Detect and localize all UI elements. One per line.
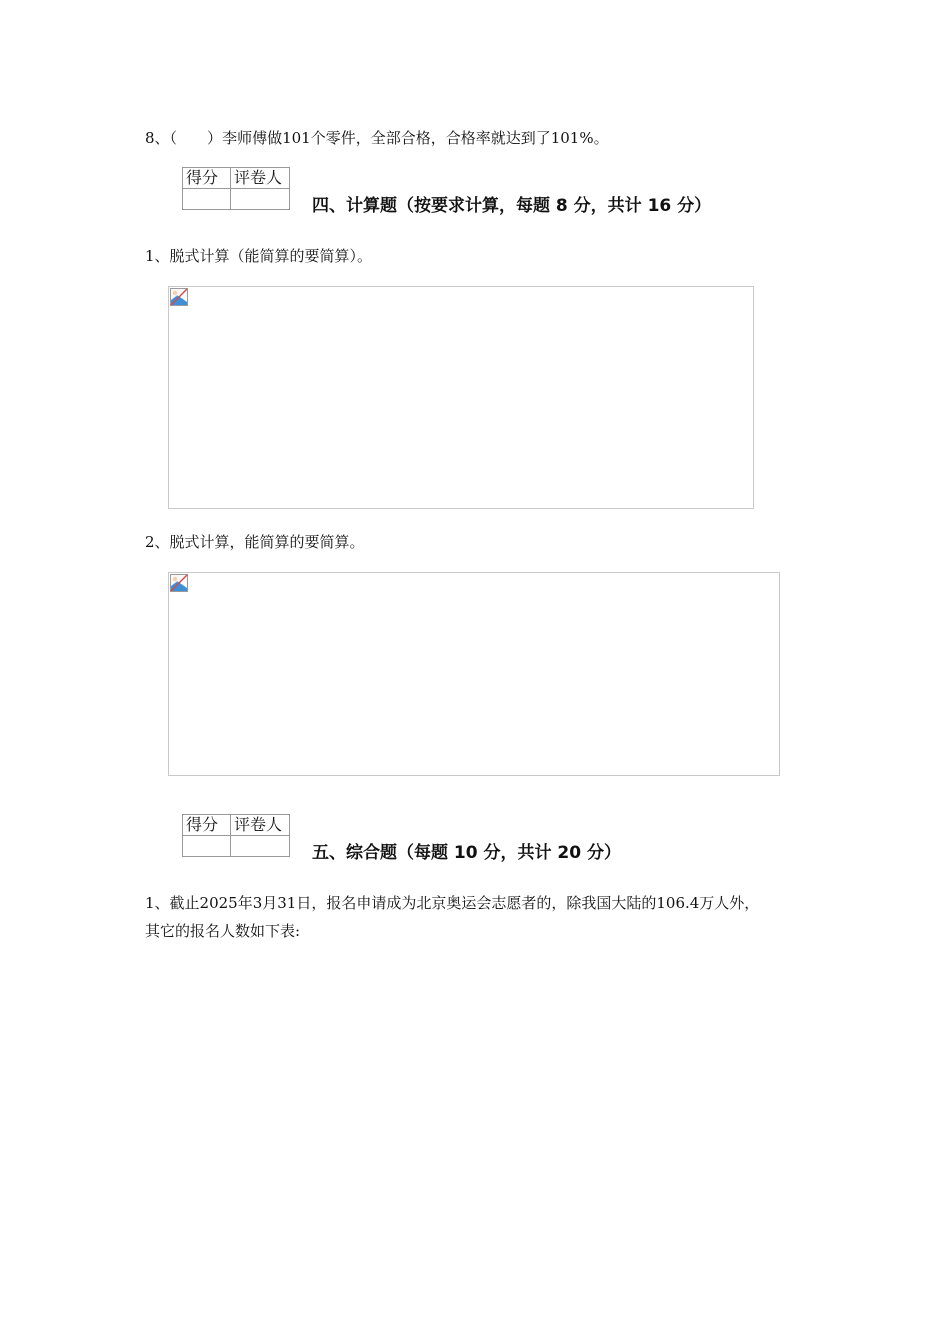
score-table <box>182 814 290 857</box>
question-text: 李师傅做101个零件，全部合格，合格率就达到了101%。 <box>222 129 609 147</box>
grader-label: 评卷人 <box>231 815 290 836</box>
section-5-heading: 五、综合题（每题 10 分，共计 20 分） <box>312 843 621 863</box>
grader-cell <box>231 836 290 857</box>
grader-cell <box>231 189 290 210</box>
score-label: 得分 <box>183 168 231 189</box>
score-cell <box>183 836 231 857</box>
grader-label: 评卷人 <box>231 168 290 189</box>
section-5-question-1-line-2: 其它的报名人数如下表: <box>145 922 301 940</box>
section-4-heading: 四、计算题（按要求计算，每题 8 分，共计 16 分） <box>312 196 712 216</box>
broken-image-icon <box>170 574 188 592</box>
formula-image-1 <box>168 286 754 509</box>
section-4-question-1: 1、脱式计算（能简算的要简算）。 <box>145 247 373 265</box>
section-5-question-1-line-1: 1、截止2025年3月31日，报名申请成为北京奥运会志愿者的，除我国大陆的106.4万人外， <box>145 894 760 912</box>
answer-blank: （ ） <box>169 129 223 147</box>
score-table <box>182 167 290 210</box>
question-number: 8、 <box>145 129 170 147</box>
score-cell <box>183 189 231 210</box>
question-8 <box>145 128 609 148</box>
broken-image-icon <box>170 288 188 306</box>
section-4-question-2: 2、脱式计算，能简算的要简算。 <box>145 533 365 551</box>
score-label: 得分 <box>183 815 231 836</box>
formula-image-2 <box>168 572 780 776</box>
